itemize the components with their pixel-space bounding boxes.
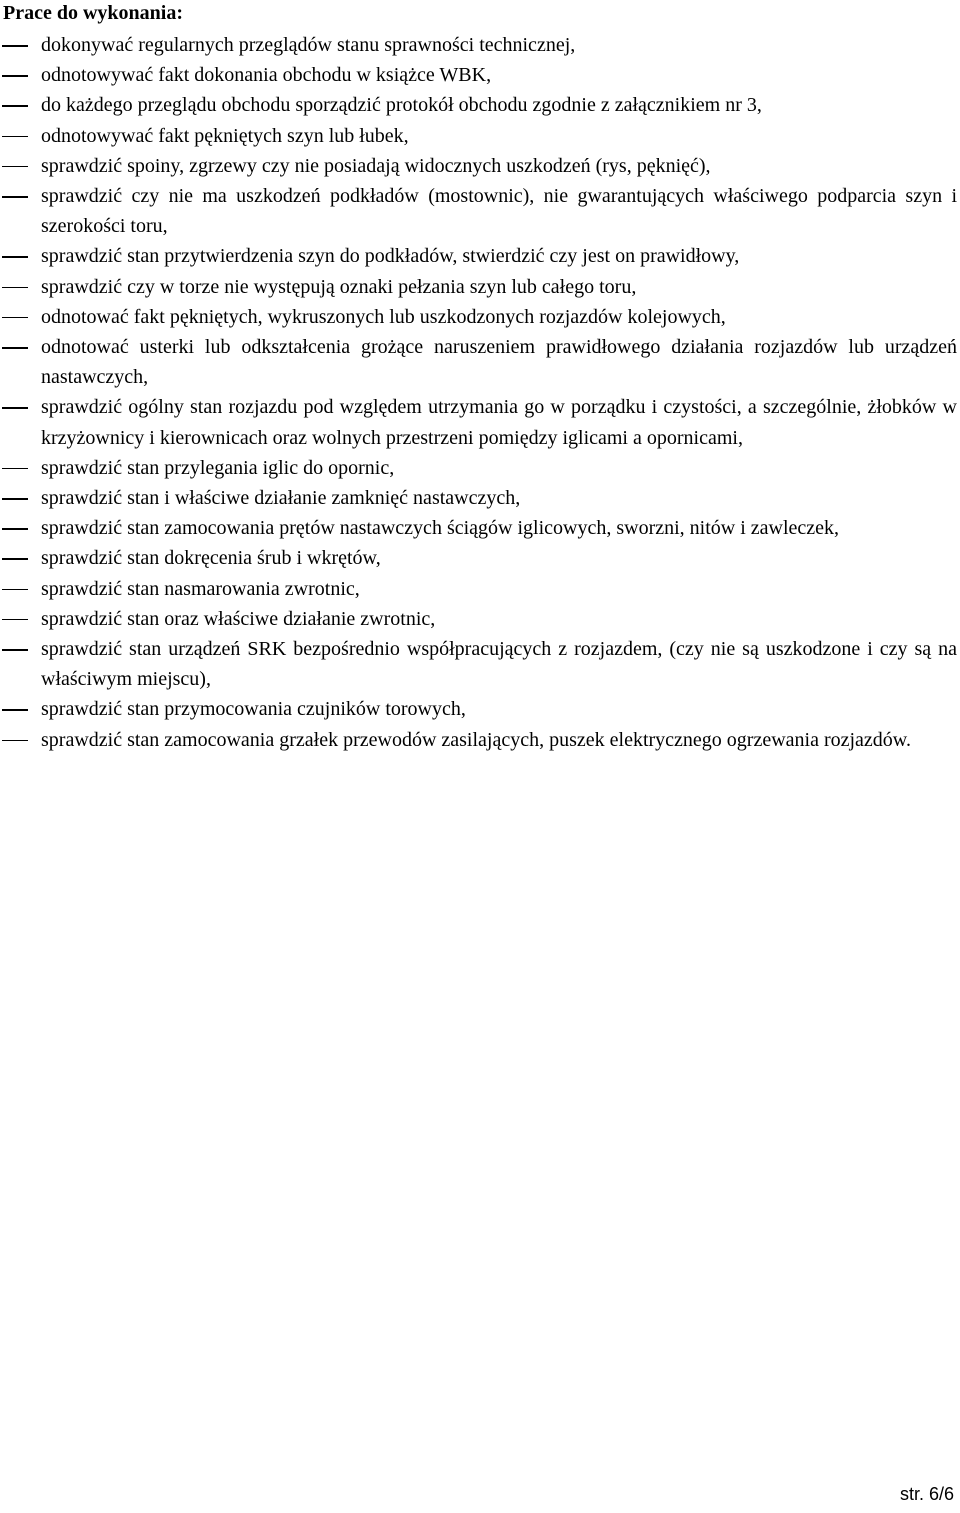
list-item-text: odnotowywać fakt pękniętych szyn lub łubek, xyxy=(41,124,409,147)
list-item-text: sprawdzić stan zamocowania grzałek przewodów zasilających, puszek elektrycznego ogrzewania rozjazdów. xyxy=(41,728,911,751)
list-item xyxy=(0,453,957,483)
list-item xyxy=(0,241,957,271)
list-item-text: sprawdzić stan dokręcenia śrub i wkrętów, xyxy=(41,547,381,570)
list-item xyxy=(0,725,957,755)
dash-bullet-icon xyxy=(2,392,28,422)
list-item xyxy=(0,302,957,332)
list-item xyxy=(0,181,957,241)
list-item xyxy=(0,392,957,452)
list-item-text: dokonywać regularnych przeglądów stanu sprawności technicznej, xyxy=(41,34,576,56)
dash-bullet-icon xyxy=(2,90,28,120)
list-item-text: odnotować usterki lub odkształcenia grożące naruszeniem prawidłowego działania rozjazdów lub urządzeń nastawczych, xyxy=(41,336,957,389)
list-item xyxy=(0,151,957,181)
dash-bullet-icon xyxy=(2,725,28,755)
list-item xyxy=(0,634,957,694)
dash-bullet-icon xyxy=(2,513,28,543)
dash-bullet-icon xyxy=(2,574,28,604)
list-item-text: sprawdzić stan zamocowania prętów nastawczych ściągów iglicowych, sworzni, nitów i zawleczek, xyxy=(41,517,840,540)
list-item xyxy=(0,604,957,634)
list-item-text: sprawdzić stan przymocowania czujników torowych, xyxy=(41,698,466,721)
list-item xyxy=(0,483,957,513)
list-item-text: sprawdzić stan nasmarowania zwrotnic, xyxy=(41,577,360,600)
list-item-text: sprawdzić ogólny stan rozjazdu pod względem utrzymania go w porządku i czystości, a szczególnie, żłobków w krzyżownicy i kierownicach oraz wolnych przestrzeni pomiędzy iglicami a opornicami, xyxy=(41,396,957,449)
list-item-text: do każdego przeglądu obchodu sporządzić protokół obchodu zgodnie z załącznikiem nr 3, xyxy=(41,94,762,117)
dash-bullet-icon xyxy=(2,181,28,211)
list-item xyxy=(0,90,957,120)
task-list xyxy=(0,30,957,755)
list-item-text: sprawdzić czy nie ma uszkodzeń podkładów (mostownic), nie gwarantujących właściwego podparcia szyn i szerokości toru, xyxy=(41,185,957,238)
dash-bullet-icon xyxy=(2,272,28,302)
list-item-text: sprawdzić czy w torze nie występują oznaki pełzania szyn lub całego toru, xyxy=(41,275,637,298)
dash-bullet-icon xyxy=(2,121,28,151)
dash-bullet-icon xyxy=(2,604,28,634)
page-number: str. 6/6 xyxy=(899,1484,954,1504)
list-item-text: odnotować fakt pękniętych, wykruszonych lub uszkodzonych rozjazdów kolejowych, xyxy=(41,305,726,328)
list-item xyxy=(0,30,957,60)
list-item xyxy=(0,574,957,604)
dash-bullet-icon xyxy=(2,332,28,362)
list-item xyxy=(0,332,957,392)
dash-bullet-icon xyxy=(2,60,28,90)
dash-bullet-icon xyxy=(2,634,28,664)
list-item-text: odnotowywać fakt dokonania obchodu w książce WBK, xyxy=(41,64,492,87)
list-item-text: sprawdzić stan przylegania iglic do opornic, xyxy=(41,456,395,479)
dash-bullet-icon xyxy=(2,453,28,483)
dash-bullet-icon xyxy=(2,30,28,60)
dash-bullet-icon xyxy=(2,151,28,181)
list-item-text: sprawdzić spoiny, zgrzewy czy nie posiadają widocznych uszkodzeń (rys, pęknięć), xyxy=(41,154,711,177)
list-item xyxy=(0,121,957,151)
list-item-text: sprawdzić stan przytwierdzenia szyn do podkładów, stwierdzić czy jest on prawidłowy, xyxy=(41,245,740,268)
list-item xyxy=(0,272,957,302)
list-item xyxy=(0,694,957,724)
list-item-text: sprawdzić stan i właściwe działanie zamknięć nastawczych, xyxy=(41,487,521,510)
list-item-text: sprawdzić stan urządzeń SRK bezpośrednio współpracujących z rozjazdem, (czy nie są uszkodzone i czy są na właściwym miejscu), xyxy=(41,638,957,691)
list-item xyxy=(0,513,957,543)
dash-bullet-icon xyxy=(2,302,28,332)
list-item xyxy=(0,543,957,573)
list-item xyxy=(0,60,957,90)
section-heading: Prace do wykonania: xyxy=(3,2,183,24)
dash-bullet-icon xyxy=(2,543,28,573)
dash-bullet-icon xyxy=(2,694,28,724)
dash-bullet-icon xyxy=(2,241,28,271)
dash-bullet-icon xyxy=(2,483,28,513)
list-item-text: sprawdzić stan oraz właściwe działanie zwrotnic, xyxy=(41,607,436,630)
